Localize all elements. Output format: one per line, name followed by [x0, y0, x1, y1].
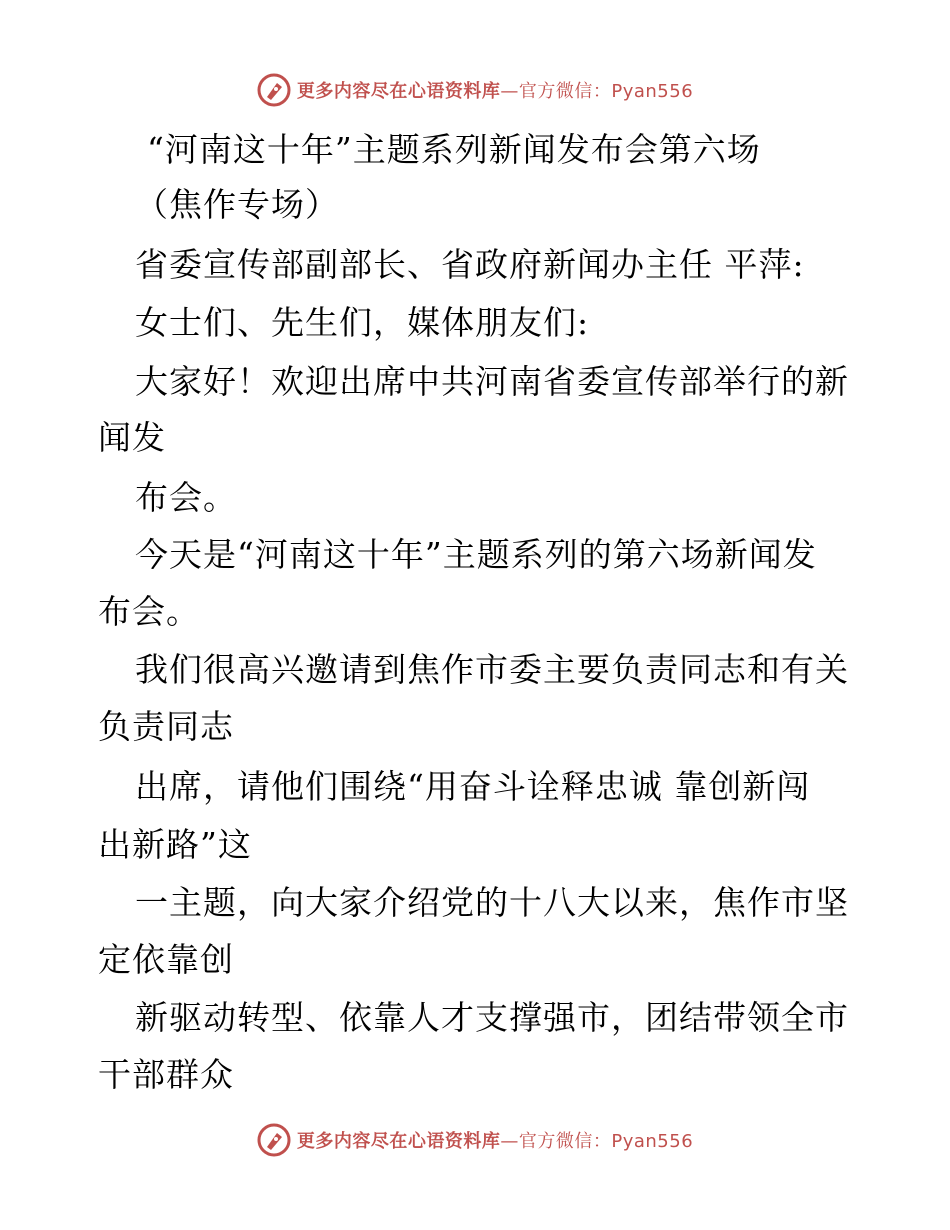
watermark-label: 官方微信：: [518, 1131, 612, 1152]
paragraph-line: 出新路”这: [98, 825, 252, 864]
doc-subtitle: （焦作专场）: [135, 185, 339, 224]
paragraph-line: 布会。: [98, 592, 200, 631]
paragraph-line: 负责同志: [98, 707, 234, 746]
paragraph-line: 今天是“河南这十年”主题系列的第六场新闻发: [135, 535, 817, 574]
watermark-name: 更多内容尽在心语资料库: [296, 1131, 501, 1152]
watermark-id: Pyan556: [611, 1131, 694, 1152]
watermark-separator: —: [500, 1131, 519, 1152]
paragraph-line: 闻发: [98, 418, 166, 457]
paragraph-line: 定依靠创: [98, 940, 234, 979]
footer-watermark: [0, 1120, 950, 1160]
paragraph-line: 布会。: [135, 478, 237, 517]
doc-title: “河南这十年”主题系列新闻发布会第六场: [147, 130, 761, 169]
paragraph-line: 干部群众: [98, 1055, 234, 1094]
paragraph-line: 我们很高兴邀请到焦作市委主要负责同志和有关: [135, 650, 849, 689]
watermark-id: Pyan556: [611, 81, 694, 102]
paragraph-line: 新驱动转型、依靠人才支撑强市，团结带领全市: [135, 998, 849, 1037]
paragraph-line: 出席，请他们围绕“用奋斗诠释忠诚 靠创新闯: [135, 767, 811, 806]
paragraph-line: 一主题，向大家介绍党的十八大以来，焦作市坚: [135, 883, 849, 922]
header-watermark: [0, 70, 950, 110]
speaker-line: 省委宣传部副部长、省政府新闻办主任 平萍:: [135, 245, 805, 284]
greeting-line: 女士们、先生们，媒体朋友们:: [135, 303, 590, 342]
watermark-name: 更多内容尽在心语资料库: [296, 81, 501, 102]
watermark-separator: —: [500, 81, 519, 102]
paragraph-line: 大家好！欢迎出席中共河南省委宣传部举行的新: [135, 362, 849, 401]
watermark-label: 官方微信：: [518, 81, 612, 102]
pen-nib-icon: [257, 73, 291, 107]
pen-nib-icon: [257, 1123, 291, 1157]
